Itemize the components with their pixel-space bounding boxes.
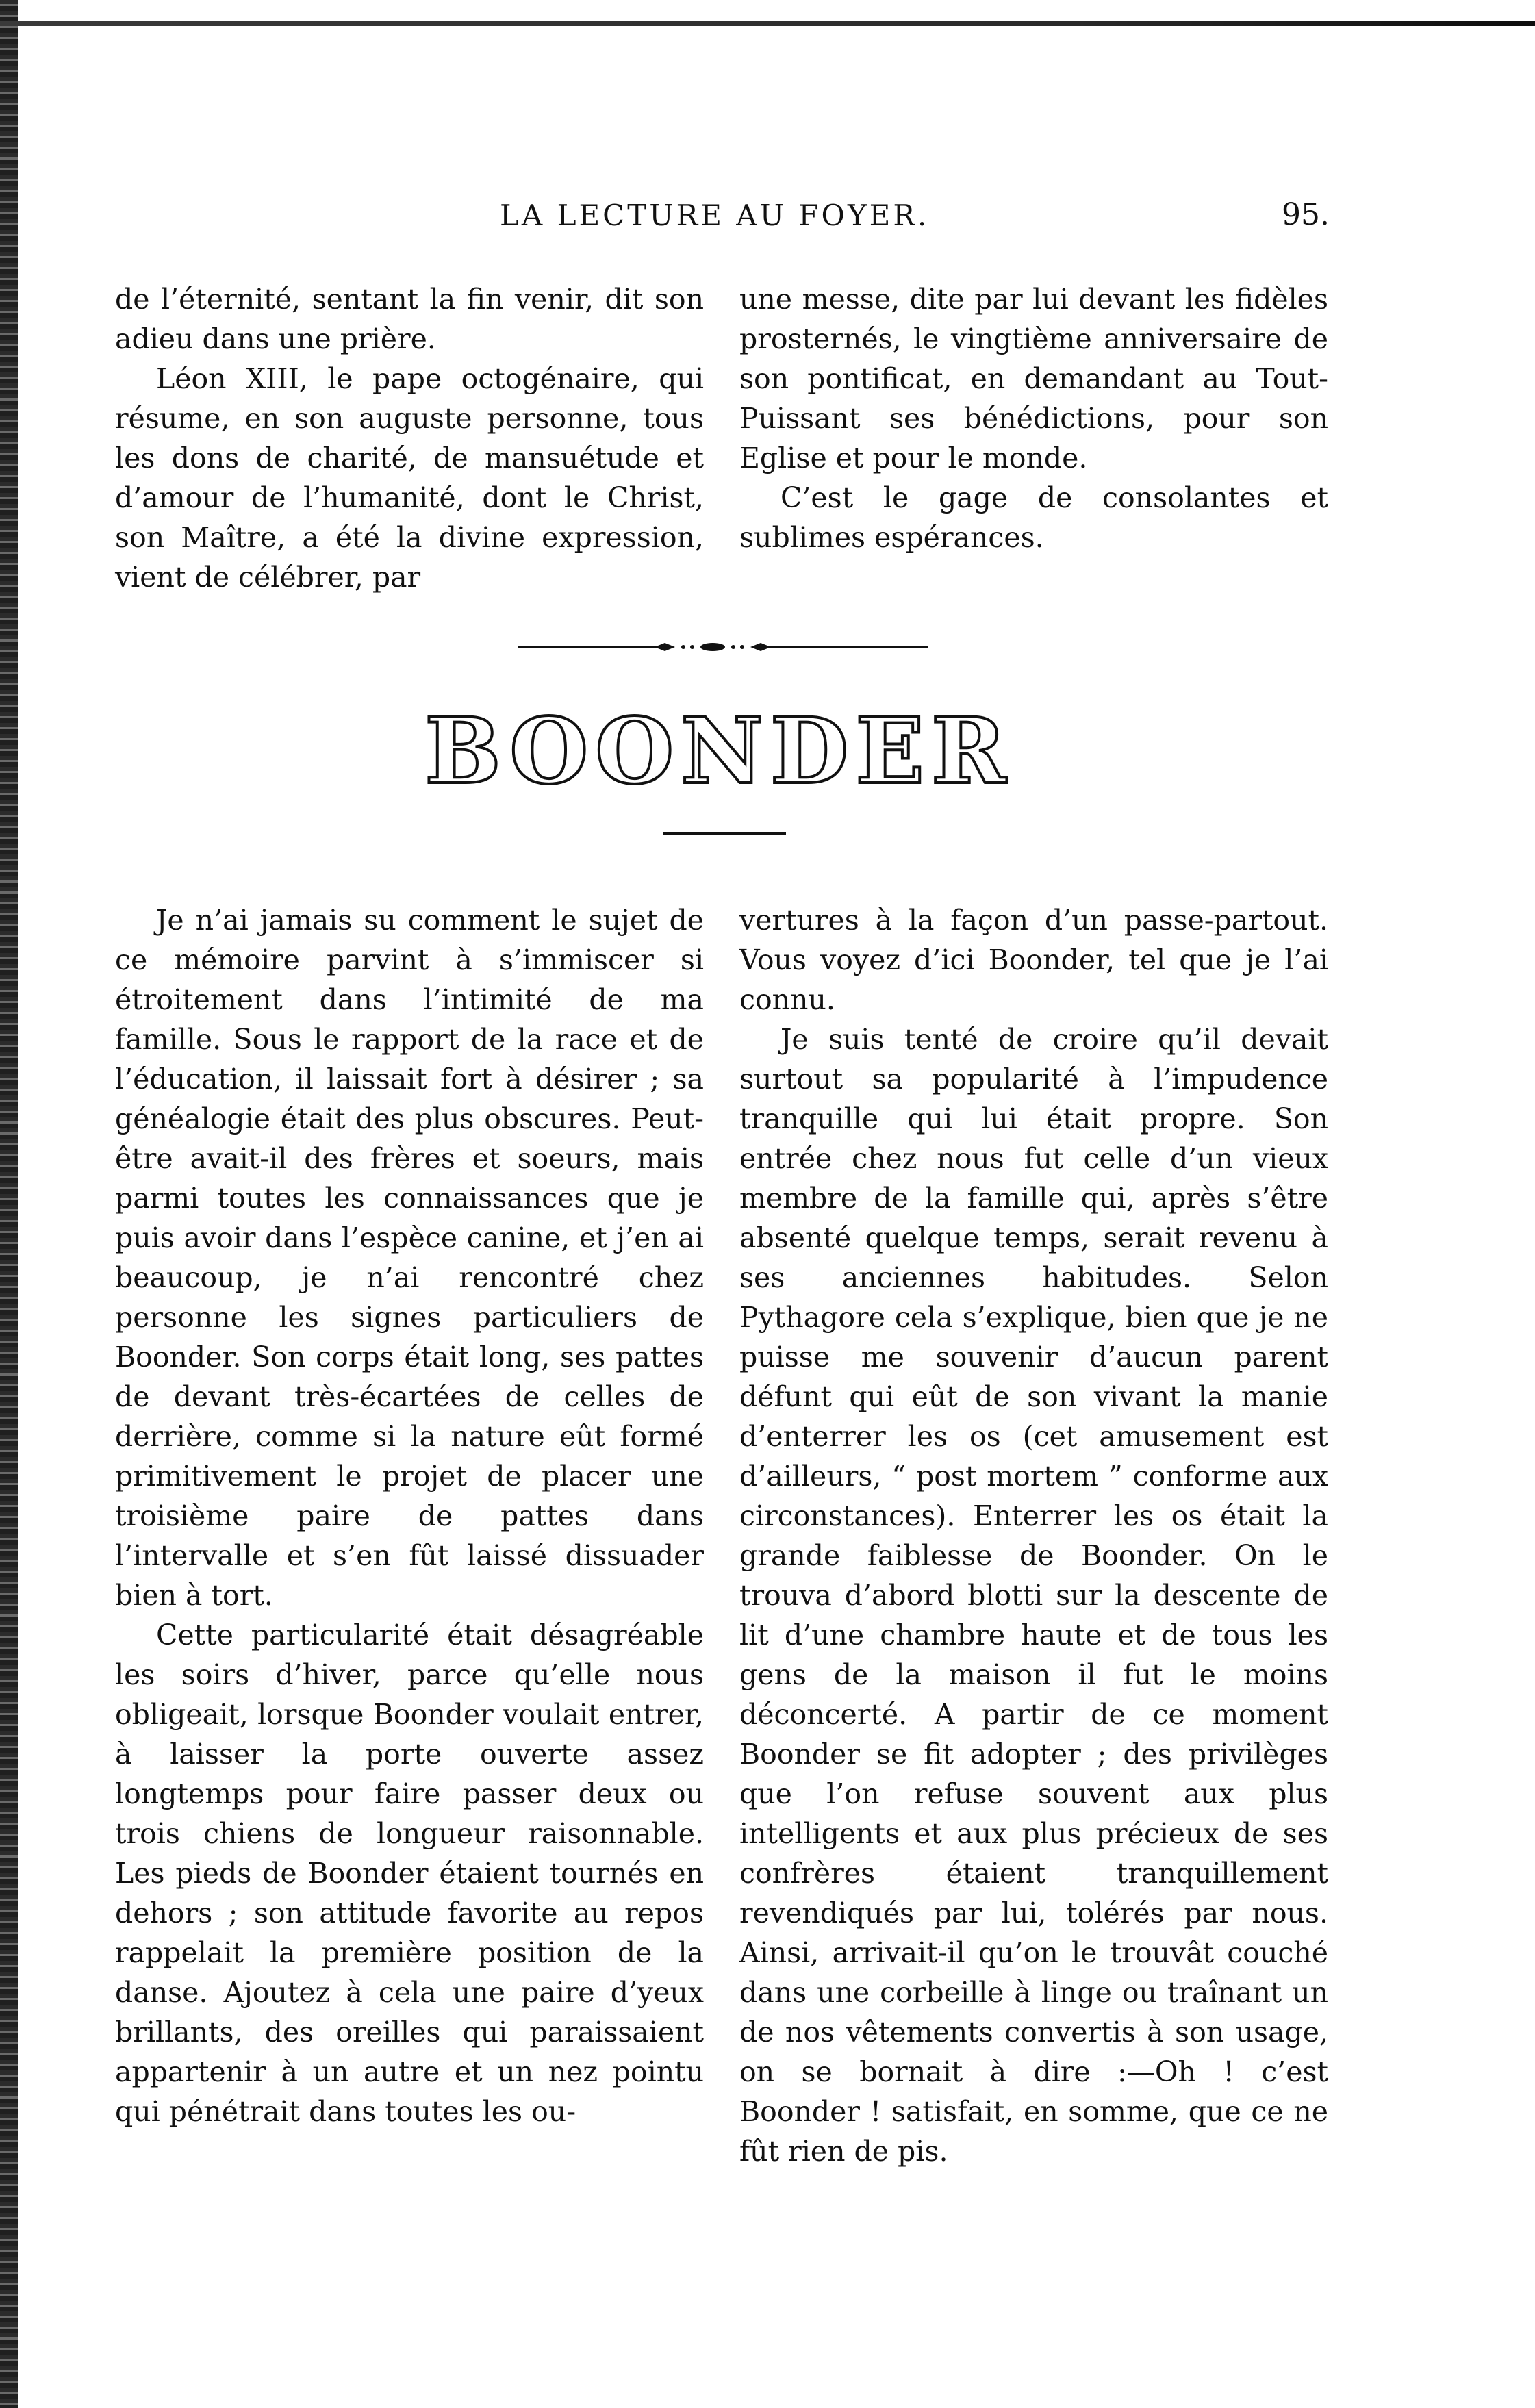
article-right-column [739,900,1328,2171]
title-rule [663,832,786,835]
page-top-edge [0,21,1535,26]
paragraph: Cette particularité était désagréable les soirs d’hiver, parce qu’elle nous obligeait, lorsque Boonder voulait entrer, à laisser la porte ouverte assez longtemps pour faire passer deux ou trois chiens de longueur raisonnable. Les pieds de Boonder étaient tournés en dehors ; son attitude favorite au repos rappelait la première position de la danse. Ajoutez à cela une paire d’yeux brillants, des oreilles qui paraissaient appartenir à un autre et un nez pointu qui pénétrait dans toutes les ou- [115,1619,704,2128]
paragraph: de l’éternité, sentant la fin venir, dit son adieu dans une prière. [115,283,704,355]
running-header: LA LECTURE AU FOYER. [500,199,930,232]
paragraph: une messe, dite par lui devant les fidèles prosternés, le vingtième anniversaire de son pontificat, en demandant au Tout-Puissant ses bénédictions, pour son Eglise et pour le monde. [739,283,1328,474]
article-left-column [115,900,704,2131]
paragraph: C’est le gage de consolantes et sublimes espérances. [739,481,1328,554]
article-title: BOONDER [424,698,1013,804]
paragraph: Léon XIII, le pape octogénaire, qui résume, en son auguste personne, tous les dons de charité, de mansuétude et d’amour de l’humanité, dont le Christ, son Maître, a été la divine expression, vient de célébrer, par [115,362,704,594]
top-left-column [115,279,704,597]
page-binding-edge [0,0,18,2408]
paragraph: Je suis tenté de croire qu’il devait surtout sa popularité à l’impudence tranquille qui lui était propre. Son entrée chez nous fut celle d’un vieux membre de la famille qui, après s’être absenté quelque temps, serait revenu à ses anciennes habitudes. Selon Pythagore cela s’explique, bien que je ne puisse me souvenir d’aucun parent défunt qui eût de son vivant la manie d’enterrer les os (cet amusement est d’ailleurs, “ post mortem ” conforme aux circonstances). Enterrer les os était la grande faiblesse de Boonder. On le trouva d’abord blotti sur la descente de lit d’une chambre haute et de tous les gens de la maison il fut le moins déconcerté. A partir de ce moment Boonder se fit adopter ; des privilèges que l’on refuse souvent aux plus intelligents et aux plus précieux de ses confrères étaient tranquillement revendiqués par lui, tolérés par nous. Ainsi, arrivait-il qu’on le trouvât couché dans une corbeille à linge ou traînant un de nos vêtements convertis à son usage, on se bornait à dire :—Oh ! c’est Boonder ! satisfait, en somme, que ce ne fût rien de pis. [739,1023,1328,2168]
paragraph: vertures à la façon d’un passe-partout. Vous voyez d’ici Boonder, tel que je l’ai connu. [739,904,1328,1016]
ornament-divider [518,633,928,661]
top-right-column [739,279,1328,557]
paragraph: Je n’ai jamais su comment le sujet de ce mémoire parvint à s’immiscer si étroitement dans l’intimité de ma famille. Sous le rapport de la race et de l’éducation, il laissait fort à désirer ; sa généalogie était des plus obscures. Peut-être avait-il des frères et soeurs, mais parmi toutes les connaissances que je puis avoir dans l’espèce canine, et j’en ai beaucoup, je n’ai rencontré chez personne les signes particuliers de Boonder. Son corps était long, ses pattes de devant très-écartées de celles de derrière, comme si la nature eût formé primitivement le projet de placer une troisième paire de pattes dans l’intervalle et s’en fût laissé dissuader bien à tort. [115,904,704,1612]
page-number: 95. [1282,197,1330,232]
